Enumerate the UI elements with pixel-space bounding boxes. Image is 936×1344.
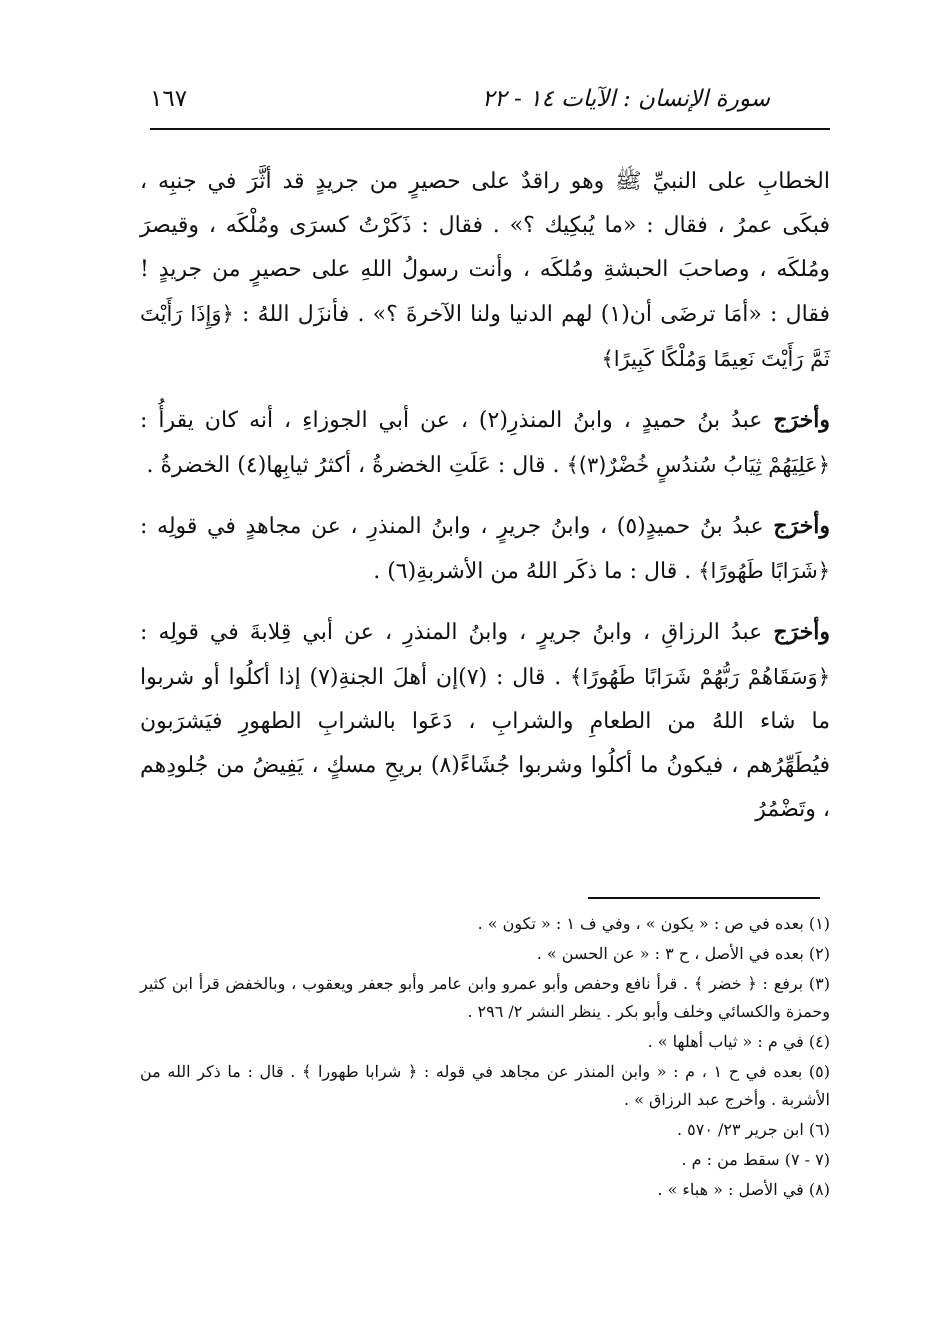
text-segment: . قال : ما ذكَر اللهُ من الأشربةِ(٦) . (373, 559, 699, 584)
footnote: (٢) بعده في الأصل ، ح ٣ : « عن الحسن » . (536, 944, 830, 963)
paragraph (140, 398, 830, 488)
narration-lead: وأخرَج (773, 407, 830, 433)
text-segment: . قال : (٧)إن أهلَ الجنةِ(٧) إذا أكلُوا أو شربوا ما شاء اللهُ من الطعامِ والشرابِ ، دَعَوا بالشرابِ الطهورِ فيَشرَبون فيُطَهِّرُهم ، فيكونُ ما أكلُوا وشربوا جُشَاءً(٨) بريحِ مسكٍ ، يَفِيضُ من جُلودِهم ، وتَضْمُرُ (140, 665, 831, 822)
footnote: (٨) في الأصل : « هباء » . (657, 1180, 830, 1199)
text-segment: الخطابِ على النبيِّ ﷺ وهو راقدٌ على حصيرٍ من جريدٍ قد أثَّرَ في جنبِه ، فبكَى عمرُ ، فقال : «ما يُبكِيك ؟» . فقال : ذَكَرْتُ كسرَى ومُلْكَه ، وقيصرَ ومُلكَه ، وصاحبَ الحبشةِ ومُلكَه ، وأنت رسولُ اللهِ على حصيرٍ من جريدٍ ! فقال : «أمَا ترضَى أن(١) لهم الدنيا ولنا الآخرةَ ؟» . فأنزَل اللهُ : (140, 169, 830, 327)
footnote: (١) بعده في ص : « يكون » ، وفي ف ١ : « تكون » . (477, 914, 830, 933)
quran-verse: ﴿شَرَابًا طَهُورًا﴾ (698, 559, 830, 583)
text-segment: . قال : عَلَتِ الخضرةُ ، أكثرُ ثيابِها(٤) الخضرةُ . (146, 453, 567, 478)
paragraph (140, 160, 830, 382)
main-text (140, 160, 830, 848)
narration-lead: وأخرَج (773, 513, 830, 539)
footnote: (٦) ابن جرير ٢٣/ ٥٧٠ . (676, 1120, 830, 1139)
quran-verse: ﴿وَسَقَاهُمْ رَبُّهُمْ شَرَابًا طَهُورًا﴾ (570, 665, 831, 689)
footnotes (140, 910, 830, 1206)
footnote: (٣) برفع : ﴿ خضر ﴾ . قرأ نافع وحفص وأبو عمرو وابن عامر وأبو جعفر ويعقوب ، وبالخفض قرأ ابن كثير وحمزة والكسائي وخلف وأبو بكر . ينظر النشر ٢/ ٢٩٦ . (140, 974, 830, 1021)
paragraph (140, 504, 830, 594)
narration-lead: وأخرَج (773, 619, 830, 645)
quran-verse: ﴿وَإِذَا رَأَيْتَ ثَمَّ رَأَيْتَ نَعِيمًا وَمُلْكًا كَبِيرًا﴾ (140, 302, 830, 371)
footnote: (٥) بعده في ح ١ ، م : « وابن المنذر عن مجاهد في قوله : ﴿ شرابا طهورا ﴾ . قال : ما ذكر الله من الأشربة . وأخرج عبد الرزاق » . (140, 1062, 830, 1109)
page-header (150, 78, 830, 130)
text-segment: عبدُ بنُ حميدٍ(٥) ، وابنُ جريرٍ ، وابنُ المنذرِ ، عن مجاهدٍ في قولِه : (140, 514, 774, 539)
footnote-separator (588, 897, 820, 899)
page-number: ١٦٧ (150, 86, 188, 112)
paragraph (140, 610, 830, 832)
quran-verse: ﴿عَلِيَهُمْ ثِيَابُ سُندُسٍ خُضْرٌ(٣)﴾ (566, 453, 830, 477)
footnote: (٤) في م : « ثياب أهلها » . (647, 1032, 830, 1051)
footnote: (٧ - ٧) سقط من : م . (681, 1150, 830, 1169)
text-segment: عبدُ الرزاقِ ، وابنُ جريرٍ ، وابنُ المنذرِ ، عن أبي قِلابةَ في قولِه : (140, 620, 774, 645)
chapter-title: سورة الإنسان : الآيات ١٤ - ٢٢ (481, 86, 770, 112)
text-segment: عبدُ بنُ حميدٍ ، وابنُ المنذرِ(٢) ، عن أبي الجوزاءِ ، أنه كان يقرأُ : (140, 408, 774, 433)
